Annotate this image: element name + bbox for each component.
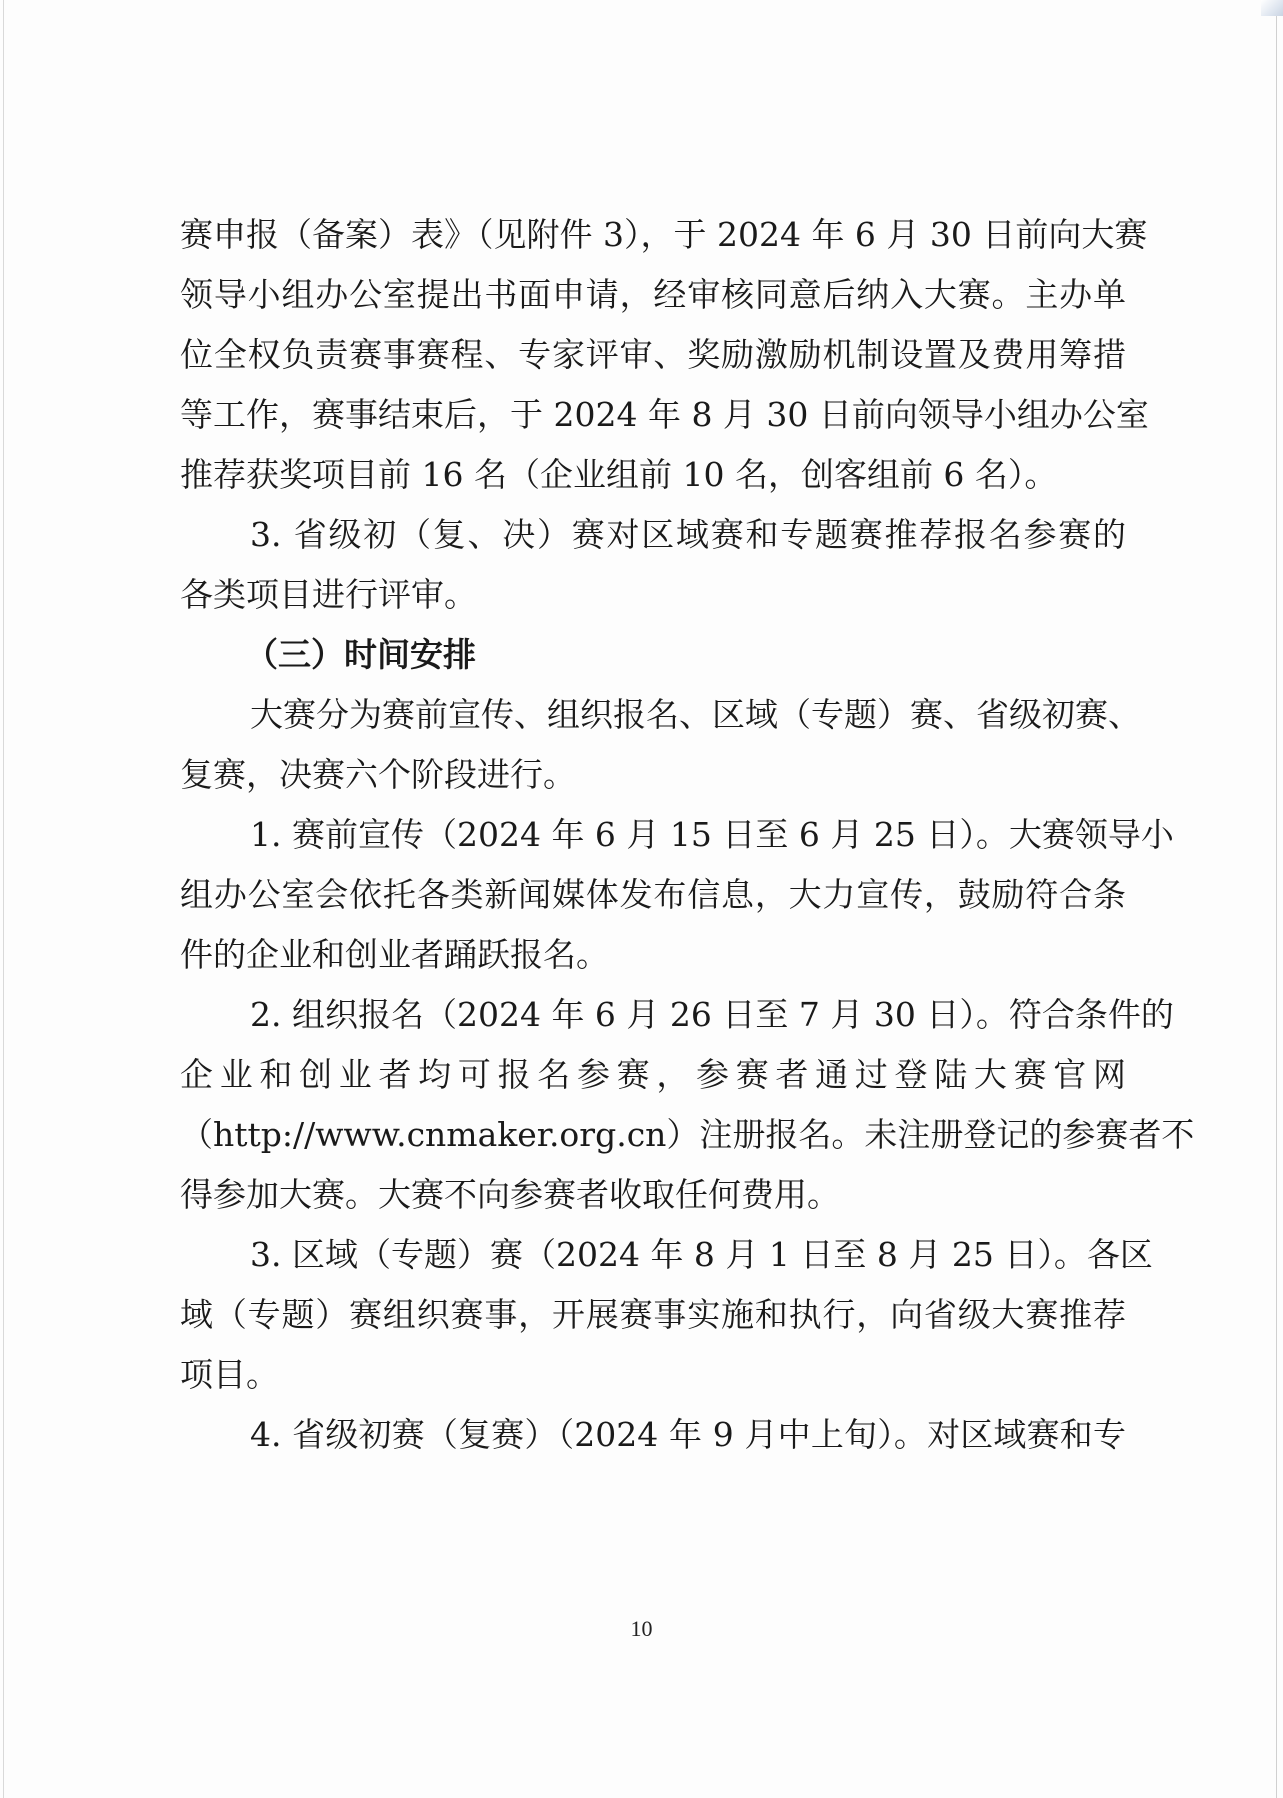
paragraph-line: （http://www.cnmaker.org.cn）注册报名。未注册登记的参赛者不 <box>180 1115 1195 1154</box>
paragraph-line: 企业和创业者均可报名参赛，参赛者通过登陆大赛官网 <box>180 1055 1126 1094</box>
paragraph-line: 得参加大赛。大赛不向参赛者收取任何费用。 <box>180 1175 840 1214</box>
page-number: 10 <box>630 1616 653 1641</box>
paragraph-line: 赛申报（备案）表》（见附件 3），于 2024 年 6 月 30 日前向大赛 <box>180 215 1148 254</box>
paragraph-line: 4. 省级初赛（复赛）（2024 年 9 月中上旬）。对区域赛和专 <box>250 1415 1126 1454</box>
paragraph-line: 域（专题）赛组织赛事，开展赛事实施和执行，向省级大赛推荐 <box>180 1295 1126 1334</box>
paragraph-line: 各类项目进行评审。 <box>180 575 477 614</box>
paragraph-line: 项目。 <box>180 1355 279 1394</box>
paragraph-line: 推荐获奖项目前 16 名（企业组前 10 名，创客组前 6 名）。 <box>180 455 1058 494</box>
paragraph-line: 大赛分为赛前宣传、组织报名、区域（专题）赛、省级初赛、 <box>250 695 1141 734</box>
paragraph-line: 领导小组办公室提出书面申请，经审核同意后纳入大赛。主办单 <box>180 275 1126 314</box>
section-heading: （三）时间安排 <box>245 635 476 674</box>
paragraph-line: 位全权负责赛事赛程、专家评审、奖励激励机制设置及费用筹措 <box>180 335 1126 374</box>
paragraph-line: 1. 赛前宣传（2024 年 6 月 15 日至 6 月 25 日）。大赛领导小 <box>250 815 1174 854</box>
paragraph-line: 3. 省级初（复、决）赛对区域赛和专题赛推荐报名参赛的 <box>250 515 1126 554</box>
paragraph-line: 等工作，赛事结束后，于 2024 年 8 月 30 日前向领导小组办公室 <box>180 395 1149 434</box>
paragraph-line: 3. 区域（专题）赛（2024 年 8 月 1 日至 8 月 25 日）。各区 <box>250 1235 1153 1274</box>
paragraph-line: 2. 组织报名（2024 年 6 月 26 日至 7 月 30 日）。符合条件的 <box>250 995 1174 1034</box>
paragraph-line: 件的企业和创业者踊跃报名。 <box>180 935 609 974</box>
paragraph-line: 组办公室会依托各类新闻媒体发布信息，大力宣传，鼓励符合条 <box>180 875 1126 914</box>
paragraph-line: 复赛，决赛六个阶段进行。 <box>180 755 576 794</box>
